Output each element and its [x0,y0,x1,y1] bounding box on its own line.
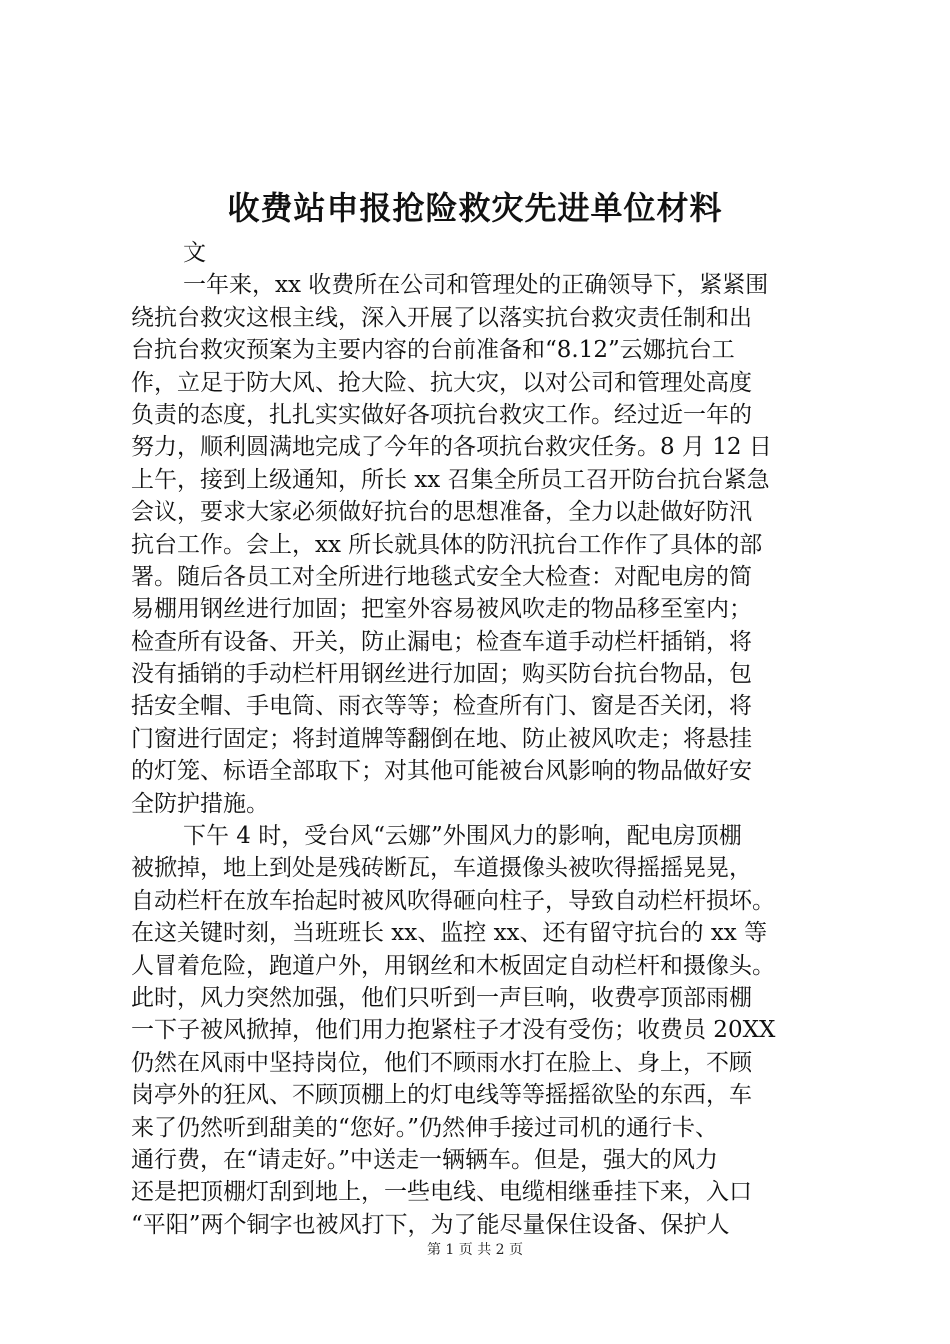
text-line: 来了仍然听到甜美的“您好。”仍然伸手接过司机的通行卡、 [131,1114,719,1141]
text-line: 下午 4 时，受台风“云娜”外围风力的影响，配电房顶棚 [183,823,742,850]
page-footer: 第 1 页 共 2 页 [426,1242,524,1258]
text-line: 台抗台救灾预案为主要内容的台前准备和“8.12”云娜抗台工 [131,337,735,364]
text-line: 通行费，在“请走好。”中送走一辆辆车。但是，强大的风力 [131,1146,719,1173]
text-line: 人冒着危险，跑道户外，用钢丝和木板固定自动栏杆和摄像头。 [131,952,775,979]
text-line: 抗台工作。会上，xx 所长就具体的防汛抗台工作作了具体的部 [131,531,763,558]
text-line: 此时，风力突然加强，他们只听到一声巨响，收费亭顶部雨棚 [131,984,752,1011]
text-line: 上午，接到上级通知，所长 xx 召集全所员工召开防台抗台紧急 [131,466,770,493]
text-line: 易棚用钢丝进行加固；把室外容易被风吹走的物品移至室内； [131,596,752,623]
text-line: 没有插销的手动栏杆用钢丝进行加固；购买防台抗台物品，包 [131,661,752,688]
text-line: 一下子被风掀掉，他们用力抱紧柱子才没有受伤；收费员 20XX [131,1017,776,1044]
text-line: 绕抗台救灾这根主线，深入开展了以落实抗台救灾责任制和出 [131,304,752,331]
text-line: 仍然在风雨中坚持岗位，他们不顾雨水打在脸上、身上，不顾 [131,1049,752,1076]
text-line: 括安全帽、手电筒、雨衣等等；检查所有门、窗是否关闭，将 [131,693,752,720]
text-line: “平阳”两个铜字也被风打下，为了能尽量保住设备、保护人 [131,1211,730,1238]
text-line: 在这关键时刻，当班班长 xx、监控 xx、还有留守抗台的 xx 等 [131,920,768,947]
text-line: 一年来，xx 收费所在公司和管理处的正确领导下，紧紧围 [183,272,769,299]
text-line: 还是把顶棚灯刮到地上，一些电线、电缆相继垂挂下来，入口 [131,1179,752,1206]
text-line: 努力，顺利圆满地完成了今年的各项抗台救灾任务。8 月 12 日 [131,434,772,461]
document-body [131,237,831,1241]
text-line: 作，立足于防大风、抢大险、抗大灾，以对公司和管理处高度 [131,369,752,396]
text-line: 会议，要求大家必须做好抗台的思想准备，全力以赴做好防汛 [131,499,752,526]
document-title: 收费站申报抢险救灾先进单位材料 [227,189,723,227]
text-line: 岗亭外的狂风、不顾顶棚上的灯电线等等摇摇欲坠的东西，车 [131,1082,752,1109]
text-line: 负责的态度，扎扎实实做好各项抗台救灾工作。经过近一年的 [131,401,752,428]
text-line: 署。随后各员工对全所进行地毯式安全大检查：对配电房的简 [131,563,752,590]
text-line: 的灯笼、标语全部取下；对其他可能被台风影响的物品做好安 [131,758,752,785]
text-line: 检查所有设备、开关，防止漏电；检查车道手动栏杆插销，将 [131,628,752,655]
text-line: 门窗进行固定；将封道牌等翻倒在地、防止被风吹走；将悬挂 [131,725,752,752]
text-line: 全防护措施。 [131,790,269,817]
text-line: 文 [183,240,206,266]
text-line: 自动栏杆在放车抬起时被风吹得砸向柱子，导致自动栏杆损坏。 [131,887,775,914]
text-line: 被掀掉，地上到处是残砖断瓦，车道摄像头被吹得摇摇晃晃， [131,855,752,882]
